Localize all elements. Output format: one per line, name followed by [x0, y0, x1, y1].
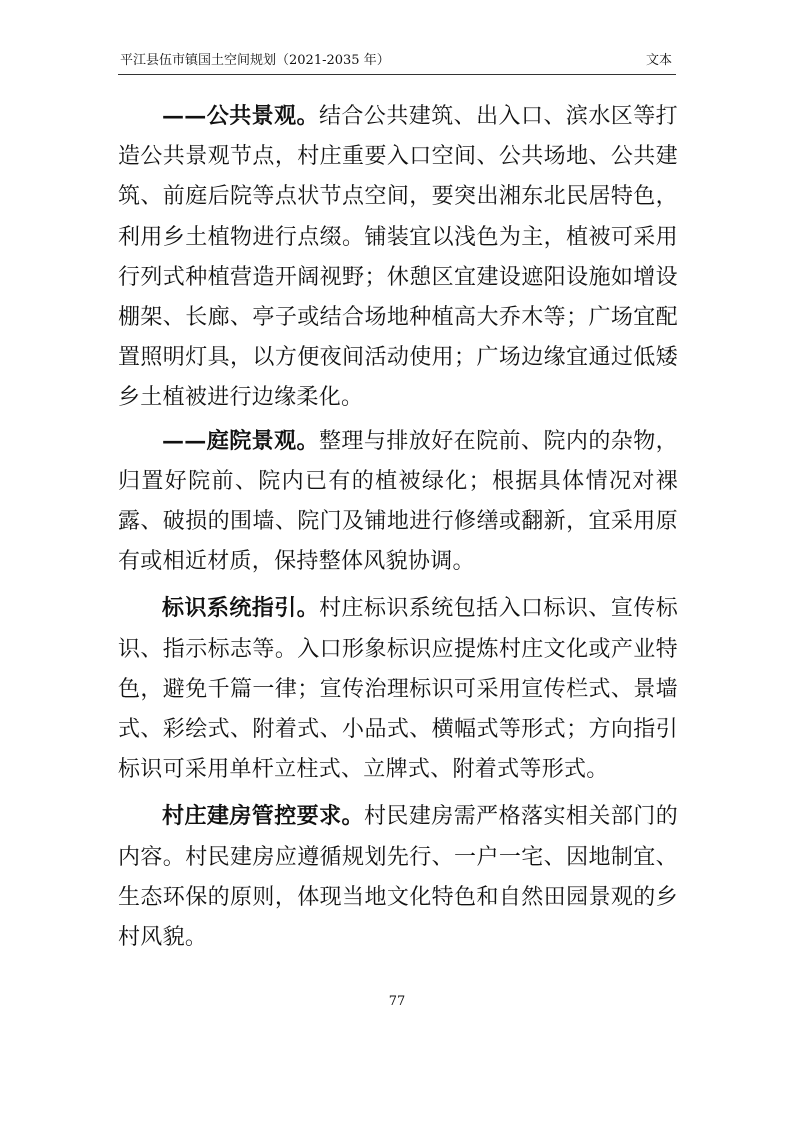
paragraph-public-landscape — [118, 96, 678, 419]
section-label: 文本 — [645, 53, 672, 68]
paragraph-heading: 村庄建房管控要求。 — [162, 803, 364, 830]
page-header — [118, 50, 676, 75]
paragraph-courtyard-landscape — [118, 421, 678, 583]
paragraph-text: 村民建房需严格落实相关部门的内容。村民建房应遵循规划先行、一户一宅、因地制宜、生态环保的原则，体现当地文化特色和自然田园景观的乡村风貌。 — [118, 804, 678, 951]
paragraph-heading: ——庭院景观。 — [162, 427, 319, 454]
paragraph-housing-control — [118, 796, 678, 958]
document-title: 平江县伍市镇国土空间规划（2021-2035 年） — [120, 53, 390, 68]
paragraph-text: 村庄标识系统包括入口标识、宣传标识、指示标志等。入口形象标识应提炼村庄文化或产业特色，避免千篇一律；宣传治理标识可采用宣传栏式、景墙式、彩绘式、附着式、小品式、横幅式等形式；方向指引标识可采用单杆立柱式、立牌式、附着式等形式。 — [118, 596, 678, 783]
paragraph-heading: ——公共景观。 — [162, 103, 319, 129]
body-text — [118, 96, 678, 958]
page-number: 77 — [388, 994, 406, 1009]
paragraph-signage-guidance — [118, 588, 678, 790]
paragraph-text: 结合公共建筑、出入口、滨水区等打造公共景观节点，村庄重要入口空间、公共场地、公共建筑、前庭后院等点状节点空间，要突出湘东北民居特色，利用乡土植物进行点缀。铺装宜以浅色为主，植被可采用行列式种植营造开阔视野；休憩区宜建设遮阳设施如增设棚架、长廊、亭子或结合场地种植高大乔木等；广场宜配置照明灯具，以方便夜间活动使用；广场边缘宜通过低矮乡土植被进行边缘柔化。 — [118, 104, 678, 411]
paragraph-text: 整理与排放好在院前、院内的杂物，归置好院前、院内已有的植被绿化；根据具体情况对裸露、破损的围墙、院门及铺地进行修缮或翻新，宜采用原有或相近材质，保持整体风貌协调。 — [118, 428, 678, 575]
paragraph-heading: 标识系统指引。 — [162, 595, 320, 622]
